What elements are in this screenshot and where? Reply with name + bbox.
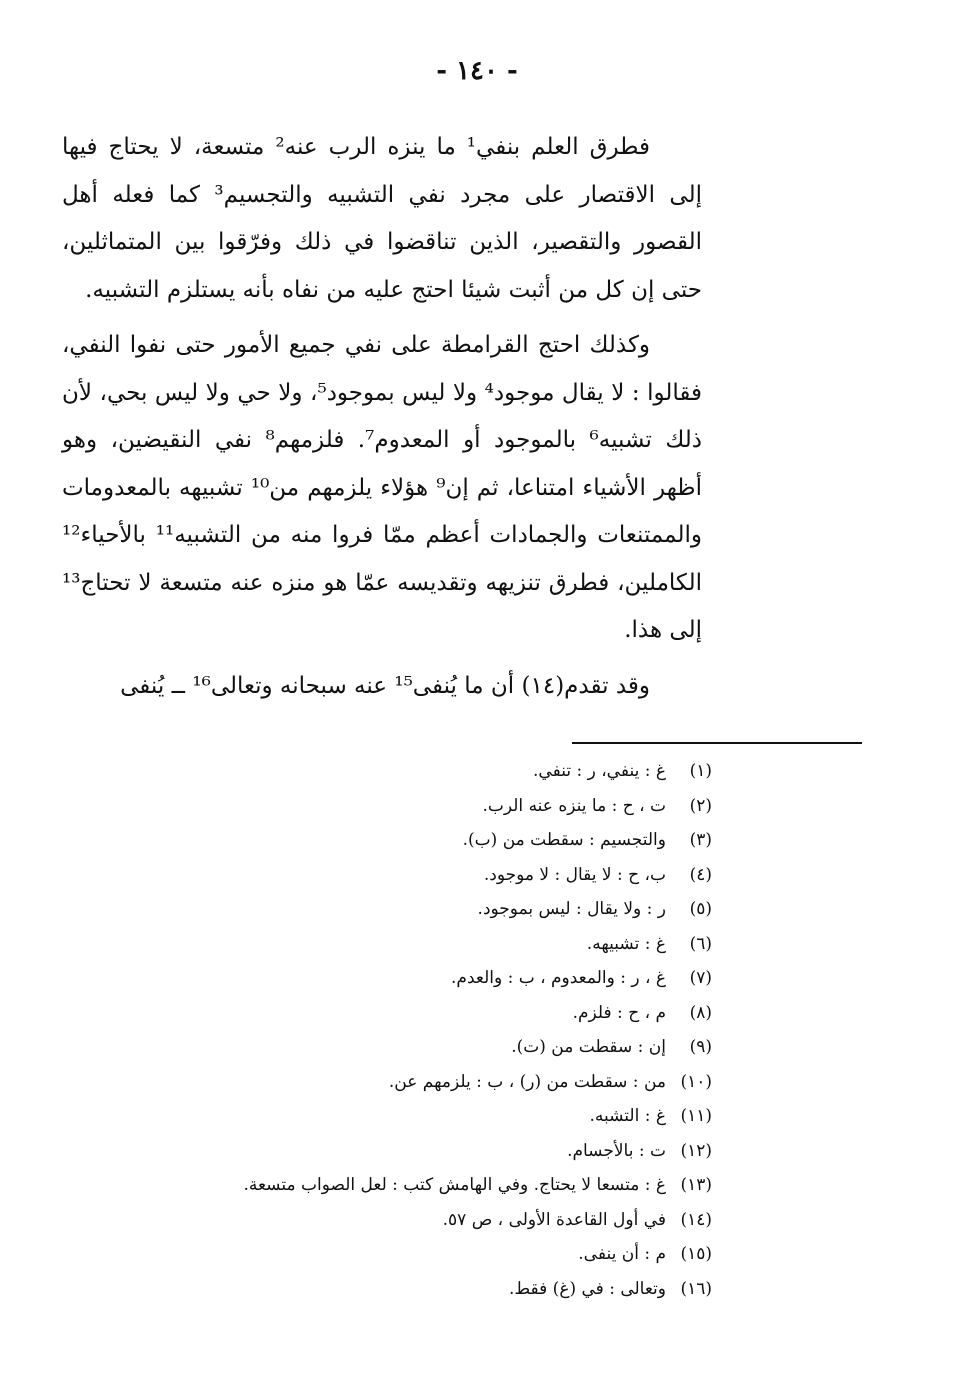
footnote-text: م : أن ينفى. bbox=[578, 1244, 666, 1264]
footnote-number: (٤) bbox=[689, 864, 712, 885]
main-text bbox=[62, 124, 702, 718]
footnote-number: (٨) bbox=[689, 1002, 712, 1023]
footnote-item bbox=[100, 1065, 712, 1100]
footnote-number: (٦) bbox=[689, 933, 712, 954]
footnote-text: غ : ينفي، ر : تنفي. bbox=[533, 761, 666, 781]
footnote-text: من : سقطت من (ر) ، ب : يلزمهم عن. bbox=[388, 1071, 666, 1092]
paragraph-3: وقد تقدم(١٤) أن ما يُنفى¹⁵ عنه سبحانه وتعالى¹⁶ ــ يُنفى bbox=[120, 672, 650, 699]
footnote-item bbox=[100, 789, 712, 824]
footnote-number: (١٢) bbox=[680, 1140, 712, 1161]
footnote-number: (١٤) bbox=[680, 1209, 712, 1230]
footnote-text: والتجسيم : سقطت من (ب). bbox=[462, 830, 666, 850]
footnote-text: غ : التشبه. bbox=[589, 1106, 666, 1126]
page-number: - ١٤٠ - bbox=[436, 56, 518, 86]
footnote-number: (١٠) bbox=[680, 1071, 712, 1092]
footnote-number: (١٣) bbox=[680, 1175, 712, 1195]
footnote-item bbox=[100, 1030, 712, 1065]
footnotes-list bbox=[100, 754, 712, 1306]
footnote-item bbox=[100, 1134, 712, 1169]
paragraph-1: فطرق العلم بنفي¹ ما ينزه الرب عنه² متسعة، لا يحتاج فيها إلى الاقتصار على مجرد نفي التشبيه والتجسيم³ كما فعله أهل القصور والتقصير، الذين تناقضوا في ذلك وفرّقوا بين المتماثلين، حتى إن كل من أثبت شيئا احتج عليه من نفاه بأنه يستلزم التشبيه. bbox=[62, 134, 702, 303]
footnote-text: ت ، ح : ما ينزه عنه الرب. bbox=[482, 795, 666, 816]
footnote-number: (٧) bbox=[689, 968, 712, 988]
footnote-item bbox=[100, 1237, 712, 1272]
footnote-number: (٣) bbox=[689, 830, 712, 850]
footnote-number: (٩) bbox=[689, 1037, 712, 1057]
footnote-item bbox=[100, 1272, 712, 1307]
paragraph-2: وكذلك احتج القرامطة على نفي جميع الأمور حتى نفوا النفي، فقالوا : لا يقال موجود⁴ ولا ليس بموجود⁵، ولا حي ولا ليس بحي، لأن ذلك تشبيه⁶ بالموجود أو المعدوم⁷. فلزمهم⁸ نفي النقيضين، وهو أظهر الأشياء امتناعا، ثم إن⁹ هؤلاء يلزمهم من¹⁰ تشبيهه بالمعدومات والممتنعات والجمادات أعظم ممّا فروا منه من التشبيه¹¹ بالأحياء¹² الكاملين، فطرق تنزيهه وتقديسه عمّا هو منزه عنه متسعة لا تحتاج¹³ إلى هذا. bbox=[62, 332, 702, 643]
footnote-number: (١٦) bbox=[680, 1278, 712, 1299]
footnote-number: (٥) bbox=[689, 899, 712, 919]
footnote-separator bbox=[572, 742, 862, 744]
footnote-item bbox=[100, 927, 712, 962]
footnote-text: غ : متسعا لا يحتاج. وفي الهامش كتب : لعل الصواب متسعة. bbox=[243, 1175, 666, 1195]
footnote-item bbox=[100, 1099, 712, 1134]
footnote-item bbox=[100, 858, 712, 893]
footnote-text: وتعالى : في (غ) فقط. bbox=[509, 1278, 666, 1299]
footnote-item bbox=[100, 1168, 712, 1203]
footnote-item bbox=[100, 961, 712, 996]
footnote-item bbox=[100, 823, 712, 858]
footnote-text: في أول القاعدة الأولى ، ص ٥٧. bbox=[442, 1209, 666, 1230]
footnote-number: (٢) bbox=[689, 795, 712, 816]
footnote-text: ر : ولا يقال : ليس بموجود. bbox=[477, 899, 666, 919]
footnote-text: م ، ح : فلزم. bbox=[572, 1002, 666, 1023]
footnote-text: غ ، ر : والمعدوم ، ب : والعدم. bbox=[451, 968, 666, 988]
footnote-text: إن : سقطت من (ت). bbox=[511, 1037, 666, 1057]
footnote-text: غ : تشبيهه. bbox=[586, 933, 666, 954]
footnote-item bbox=[100, 996, 712, 1031]
footnote-text: ت : بالأجسام. bbox=[567, 1140, 666, 1161]
footnote-item bbox=[100, 754, 712, 789]
footnote-item bbox=[100, 1203, 712, 1238]
footnote-text: ب، ح : لا يقال : لا موجود. bbox=[483, 864, 666, 885]
footnote-number: (١) bbox=[689, 761, 712, 781]
footnote-number: (١٥) bbox=[680, 1244, 712, 1264]
footnote-number: (١١) bbox=[680, 1106, 712, 1126]
footnote-item bbox=[100, 892, 712, 927]
